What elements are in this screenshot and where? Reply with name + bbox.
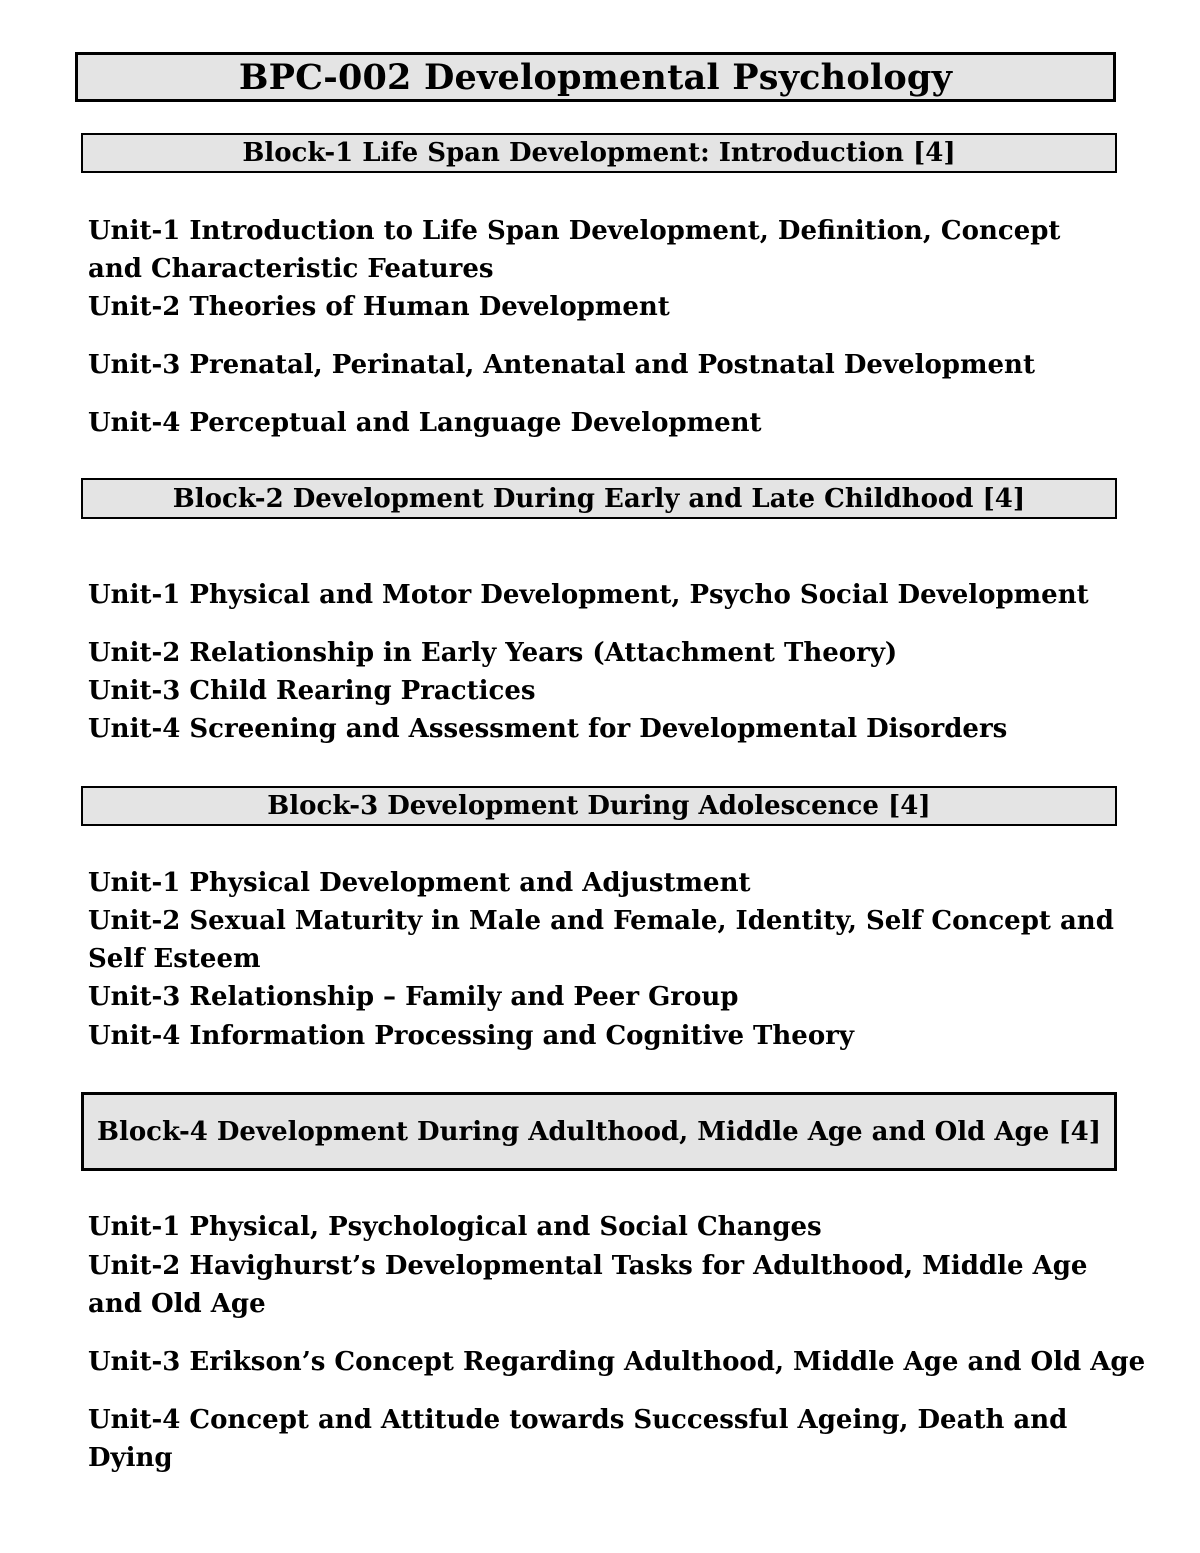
block-1-unit-4: Unit-4 Perceptual and Language Development — [88, 408, 762, 438]
block-1-unit-1: Unit-1 Introduction to Life Span Development, Definition, Concept and Characteristic Features — [88, 216, 1061, 284]
block-4-heading: Block-4 Development During Adulthood, Middle Age and Old Age [4] — [81, 1092, 1117, 1171]
block-1-unit-3: Unit-3 Prenatal, Perinatal, Antenatal and Postnatal Development — [88, 350, 1035, 380]
block-3-unit-1: Unit-1 Physical Development and Adjustment — [88, 868, 751, 898]
block-4-unit-1: Unit-1 Physical, Psychological and Social Changes — [88, 1212, 822, 1242]
block-2-unit-1: Unit-1 Physical and Motor Development, Psycho Social Development — [88, 580, 1089, 610]
block-2-unit-4: Unit-4 Screening and Assessment for Developmental Disorders — [88, 714, 1008, 744]
block-4-unit-3: Unit-3 Erikson’s Concept Regarding Adulthood, Middle Age and Old Age — [88, 1347, 1146, 1377]
block-3-heading: Block-3 Development During Adolescence [4] — [81, 786, 1117, 826]
page-title: BPC-002 Developmental Psychology — [75, 52, 1116, 102]
block-1-unit-2: Unit-2 Theories of Human Development — [88, 292, 670, 322]
block-3-unit-3: Unit-3 Relationship – Family and Peer Group — [88, 982, 739, 1012]
block-2-heading: Block-2 Development During Early and Late Childhood [4] — [81, 478, 1117, 519]
block-4-unit-4: Unit-4 Concept and Attitude towards Successful Ageing, Death and Dying — [88, 1405, 1068, 1473]
block-2-unit-3: Unit-3 Child Rearing Practices — [88, 676, 536, 706]
block-3-unit-2: Unit-2 Sexual Maturity in Male and Female, Identity, Self Concept and Self Esteem — [88, 906, 1114, 974]
block-3-unit-4: Unit-4 Information Processing and Cognitive Theory — [88, 1021, 854, 1051]
block-1-heading: Block-1 Life Span Development: Introduction [4] — [81, 133, 1117, 173]
block-2-unit-2: Unit-2 Relationship in Early Years (Attachment Theory) — [88, 638, 898, 668]
block-4-unit-2: Unit-2 Havighurst’s Developmental Tasks for Adulthood, Middle Age and Old Age — [88, 1251, 1088, 1319]
